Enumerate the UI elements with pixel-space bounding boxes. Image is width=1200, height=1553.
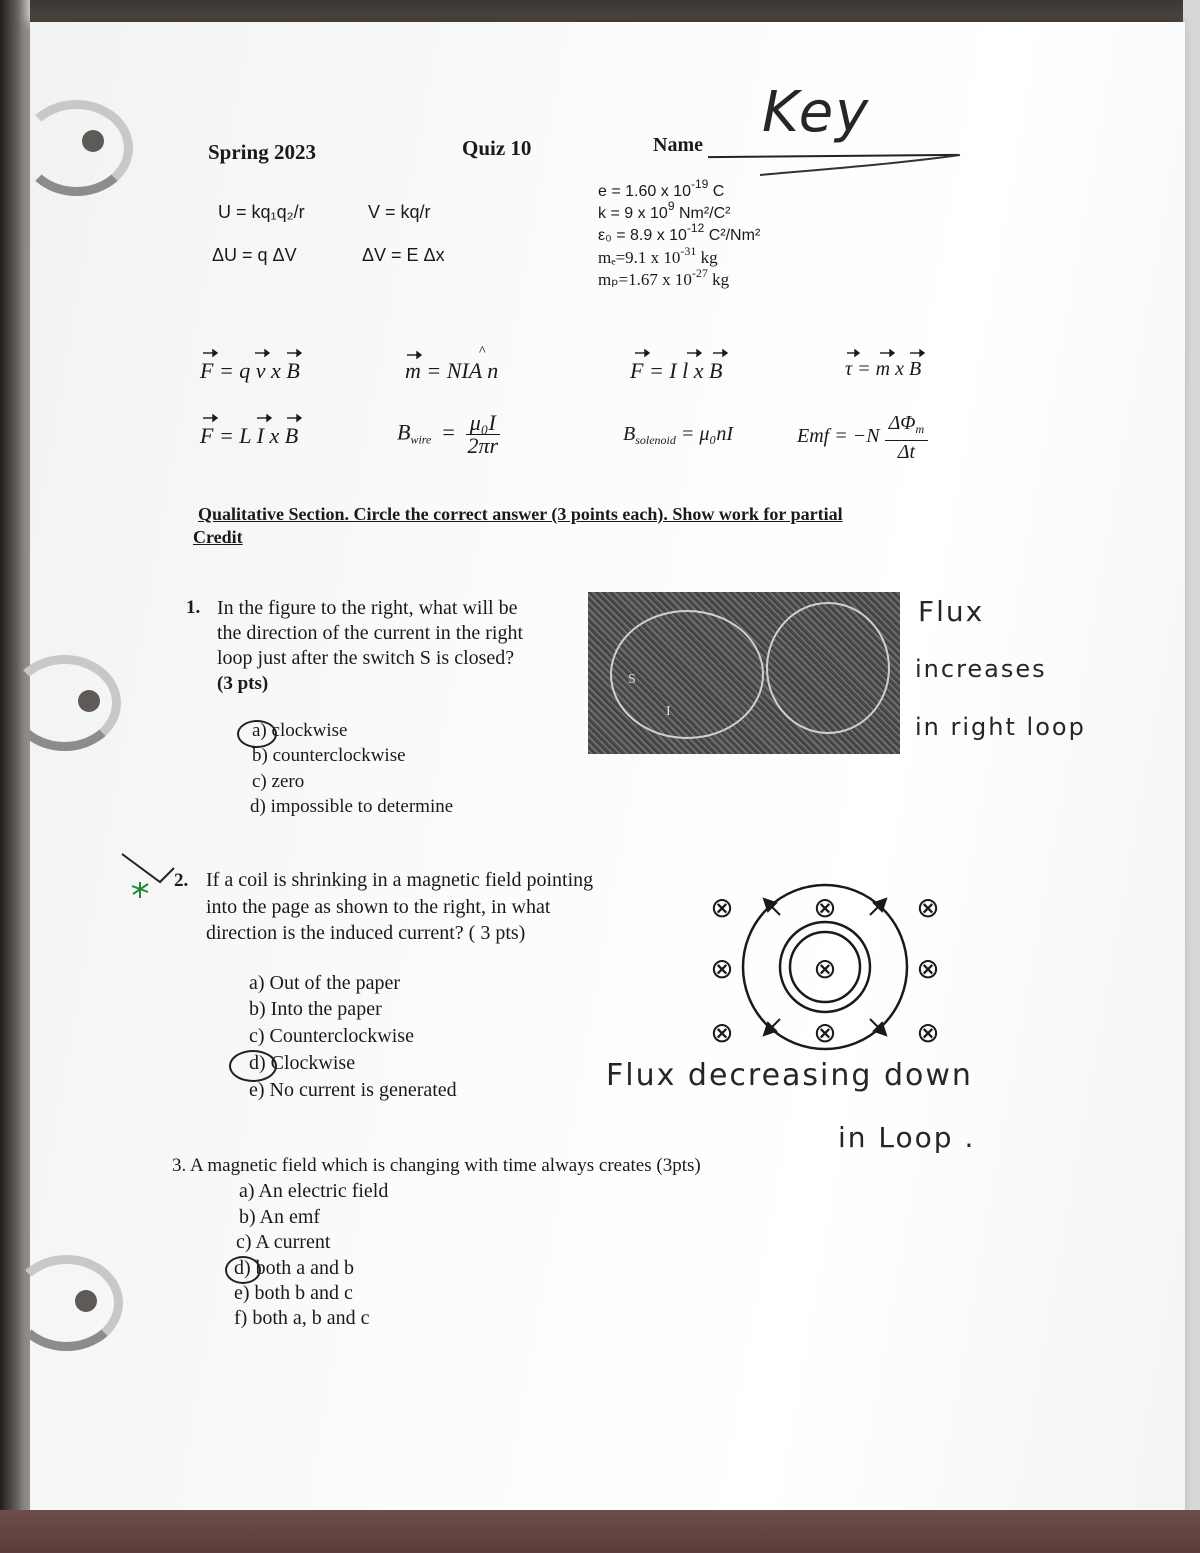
question-1-text: In the figure to the right, what will be [217, 597, 518, 619]
q2-option-b: b) Into the paper [249, 998, 382, 1020]
question-2-text: direction is the induced current? ( 3 pts) [206, 922, 526, 944]
right-loop [766, 602, 890, 734]
field-into-page-icon: ⊗ [813, 952, 837, 985]
binder-ring-icon [8, 655, 121, 751]
q1-option-a: a) clockwise [252, 720, 348, 741]
formula-lorentz-force: F = q v x B [200, 358, 300, 383]
question-1-figure [588, 592, 900, 754]
formula-wire-force: F = I l x B [630, 358, 723, 383]
q1-option-c: c) zero [252, 771, 305, 792]
q1-note-handwriting: in right loop [915, 713, 1086, 741]
q2-note-handwriting: Flux decreasing down [606, 1058, 973, 1093]
photo-background-bottom [0, 1510, 1200, 1553]
field-into-page-icon: ⊗ [916, 952, 940, 985]
field-into-page-icon: ⊗ [916, 1016, 940, 1049]
question-1-text: loop just after the switch S is closed? [217, 647, 515, 669]
q1-option-b: b) counterclockwise [252, 745, 406, 766]
question-1-text: the direction of the current in the right [217, 622, 524, 644]
formula-potential: V = kq/r [368, 202, 431, 222]
answer-circle-mark [237, 720, 277, 748]
formula-solenoid-field: $B_{solenoid} = \mu_0nI$ [623, 423, 734, 447]
question-2-figure [700, 875, 960, 1055]
q2-option-d: d) Clockwise [249, 1052, 356, 1074]
q1-note-handwriting: Flux [918, 595, 985, 628]
field-into-page-icon: ⊗ [710, 1016, 734, 1049]
constant-permittivity: ε₀ = 8.9 x $10^{-12}$ C²/Nm² [598, 221, 761, 244]
question-1-number: 1. [186, 597, 201, 618]
q2-option-c: c) Counterclockwise [249, 1025, 414, 1047]
formula-delta-v: ΔV = E Δx [362, 245, 445, 265]
question-2-number: 2. [174, 870, 189, 891]
answer-circle-mark [229, 1050, 277, 1082]
svg-text:^: ^ [479, 344, 486, 359]
field-into-page-icon: ⊗ [710, 952, 734, 985]
question-2-text: If a coil is shrinking in a magnetic field pointing [206, 869, 594, 891]
q2-option-e: e) No current is generated [249, 1079, 457, 1101]
formula-potential-energy: U = kq₁q₂/r [218, 202, 305, 222]
binder-ring-icon [10, 1255, 123, 1351]
vector-arrows-row1 [195, 343, 955, 361]
semester-label: Spring 2023 [208, 140, 316, 164]
question-1-points: (3 pts) [217, 673, 269, 694]
q3-option-d: d) both a and b [234, 1257, 354, 1279]
formula-faraday-emf: Emf = −N $\frac{\Delta\Phi_m}{\Delta t}$ [797, 412, 928, 463]
switch-label: S [628, 672, 636, 687]
constant-electron-charge: e = 1.60 x $10^{-19}$ C [598, 177, 725, 200]
formula-torque: τ = m x B [845, 358, 922, 380]
q1-option-d: d) impossible to determine [250, 796, 454, 817]
photo-background-right [1183, 0, 1200, 1553]
constant-electron-mass: mₑ=9.1 x $10^{-31}$ kg [598, 244, 718, 267]
formula-current-force: F = L I x B [200, 423, 299, 448]
field-into-page-icon: ⊗ [916, 891, 940, 924]
vector-arrows-row2 [195, 408, 315, 426]
q3-option-c: c) A current [236, 1231, 331, 1253]
question-2-text: into the page as shown to the right, in what [206, 896, 551, 918]
punch-hole [82, 130, 104, 152]
field-into-page-icon: ⊗ [710, 891, 734, 924]
q3-option-b: b) An emf [239, 1206, 321, 1228]
q3-option-a: a) An electric field [239, 1180, 389, 1202]
constant-proton-mass: mₚ=1.67 x $10^{-27}$ kg [598, 266, 730, 289]
green-check-mark [118, 850, 178, 900]
punch-hole [78, 690, 100, 712]
field-into-page-icon: ⊗ [813, 891, 837, 924]
q2-option-a: a) Out of the paper [249, 972, 401, 994]
q3-option-f: f) both a, b and c [234, 1307, 370, 1329]
quiz-title: Quiz 10 [462, 136, 532, 160]
section-heading-cont: Credit [193, 527, 243, 547]
formula-magnetic-moment: m = NIA n [405, 358, 499, 383]
q2-note-handwriting: in Loop . [838, 1121, 976, 1154]
question-3-text: 3. A magnetic field which is changing with time always creates (3pts) [172, 1155, 701, 1176]
q3-option-e: e) both b and c [234, 1282, 353, 1304]
constant-coulomb: k = 9 x $10^9$ Nm²/C² [598, 199, 731, 222]
current-label: I [666, 704, 671, 719]
name-key-handwriting: Key [762, 80, 871, 145]
binder-ring-icon [20, 100, 133, 196]
field-into-page-icon: ⊗ [813, 1016, 837, 1049]
q1-note-handwriting: increases [915, 655, 1047, 683]
section-heading: Qualitative Section. Circle the correct answer (3 points each). Show work for partial [198, 504, 843, 524]
name-label: Name [653, 134, 703, 156]
formula-delta-u: ΔU = q ΔV [212, 245, 297, 265]
punch-hole [75, 1290, 97, 1312]
answer-circle-mark [225, 1256, 261, 1284]
key-underline-stroke [755, 150, 965, 182]
formula-wire-field: $B_{wire}$ = $\frac{\text{μ₀I}}{2\pi r}$ [397, 410, 499, 458]
